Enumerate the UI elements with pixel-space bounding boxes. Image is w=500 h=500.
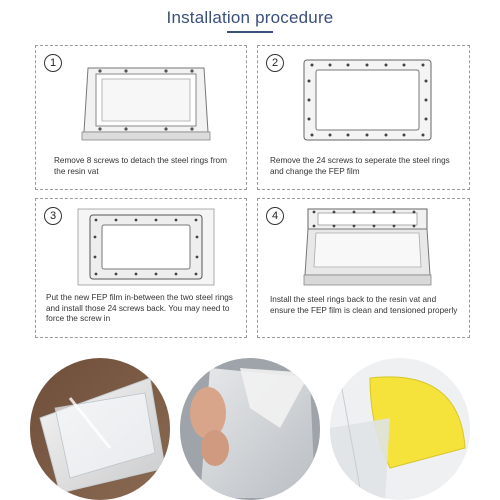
step-number-badge: 3 — [44, 207, 62, 225]
fep-film-ring-illustration — [76, 207, 216, 287]
step-1-card — [35, 45, 247, 190]
resin-vat-illustration — [76, 54, 216, 146]
peeling-film-photo — [180, 358, 320, 500]
page-title: Installation procedure — [166, 8, 334, 27]
step-2-instruction: Remove the 24 screws to seperate the steel rings and change the FEP film — [270, 156, 450, 176]
title-underline — [227, 31, 273, 33]
scraper-tool-photo — [330, 358, 470, 500]
step-3-card — [35, 198, 247, 338]
step-4-instruction: Install the steel rings back to the resin vat and ensure the FEP film is clean and tensioned properly — [270, 295, 458, 315]
step-1-instruction: Remove 8 screws to detach the steel rings from the resin vat — [54, 156, 227, 176]
step-number-badge: 2 — [266, 54, 284, 72]
assembled-vat-illustration — [300, 205, 435, 290]
step-4-card — [257, 198, 470, 338]
photo-strip — [0, 358, 500, 500]
step-3-instruction: Put the new FEP film in-between the two steel rings and install those 24 screws back. You may need to force the screw in — [46, 293, 233, 323]
steel-ring-illustration — [300, 56, 435, 144]
fep-film-sheets-photo — [30, 358, 170, 500]
step-2-card — [257, 45, 470, 190]
step-number-badge: 4 — [266, 207, 284, 225]
step-number-badge: 1 — [44, 54, 62, 72]
